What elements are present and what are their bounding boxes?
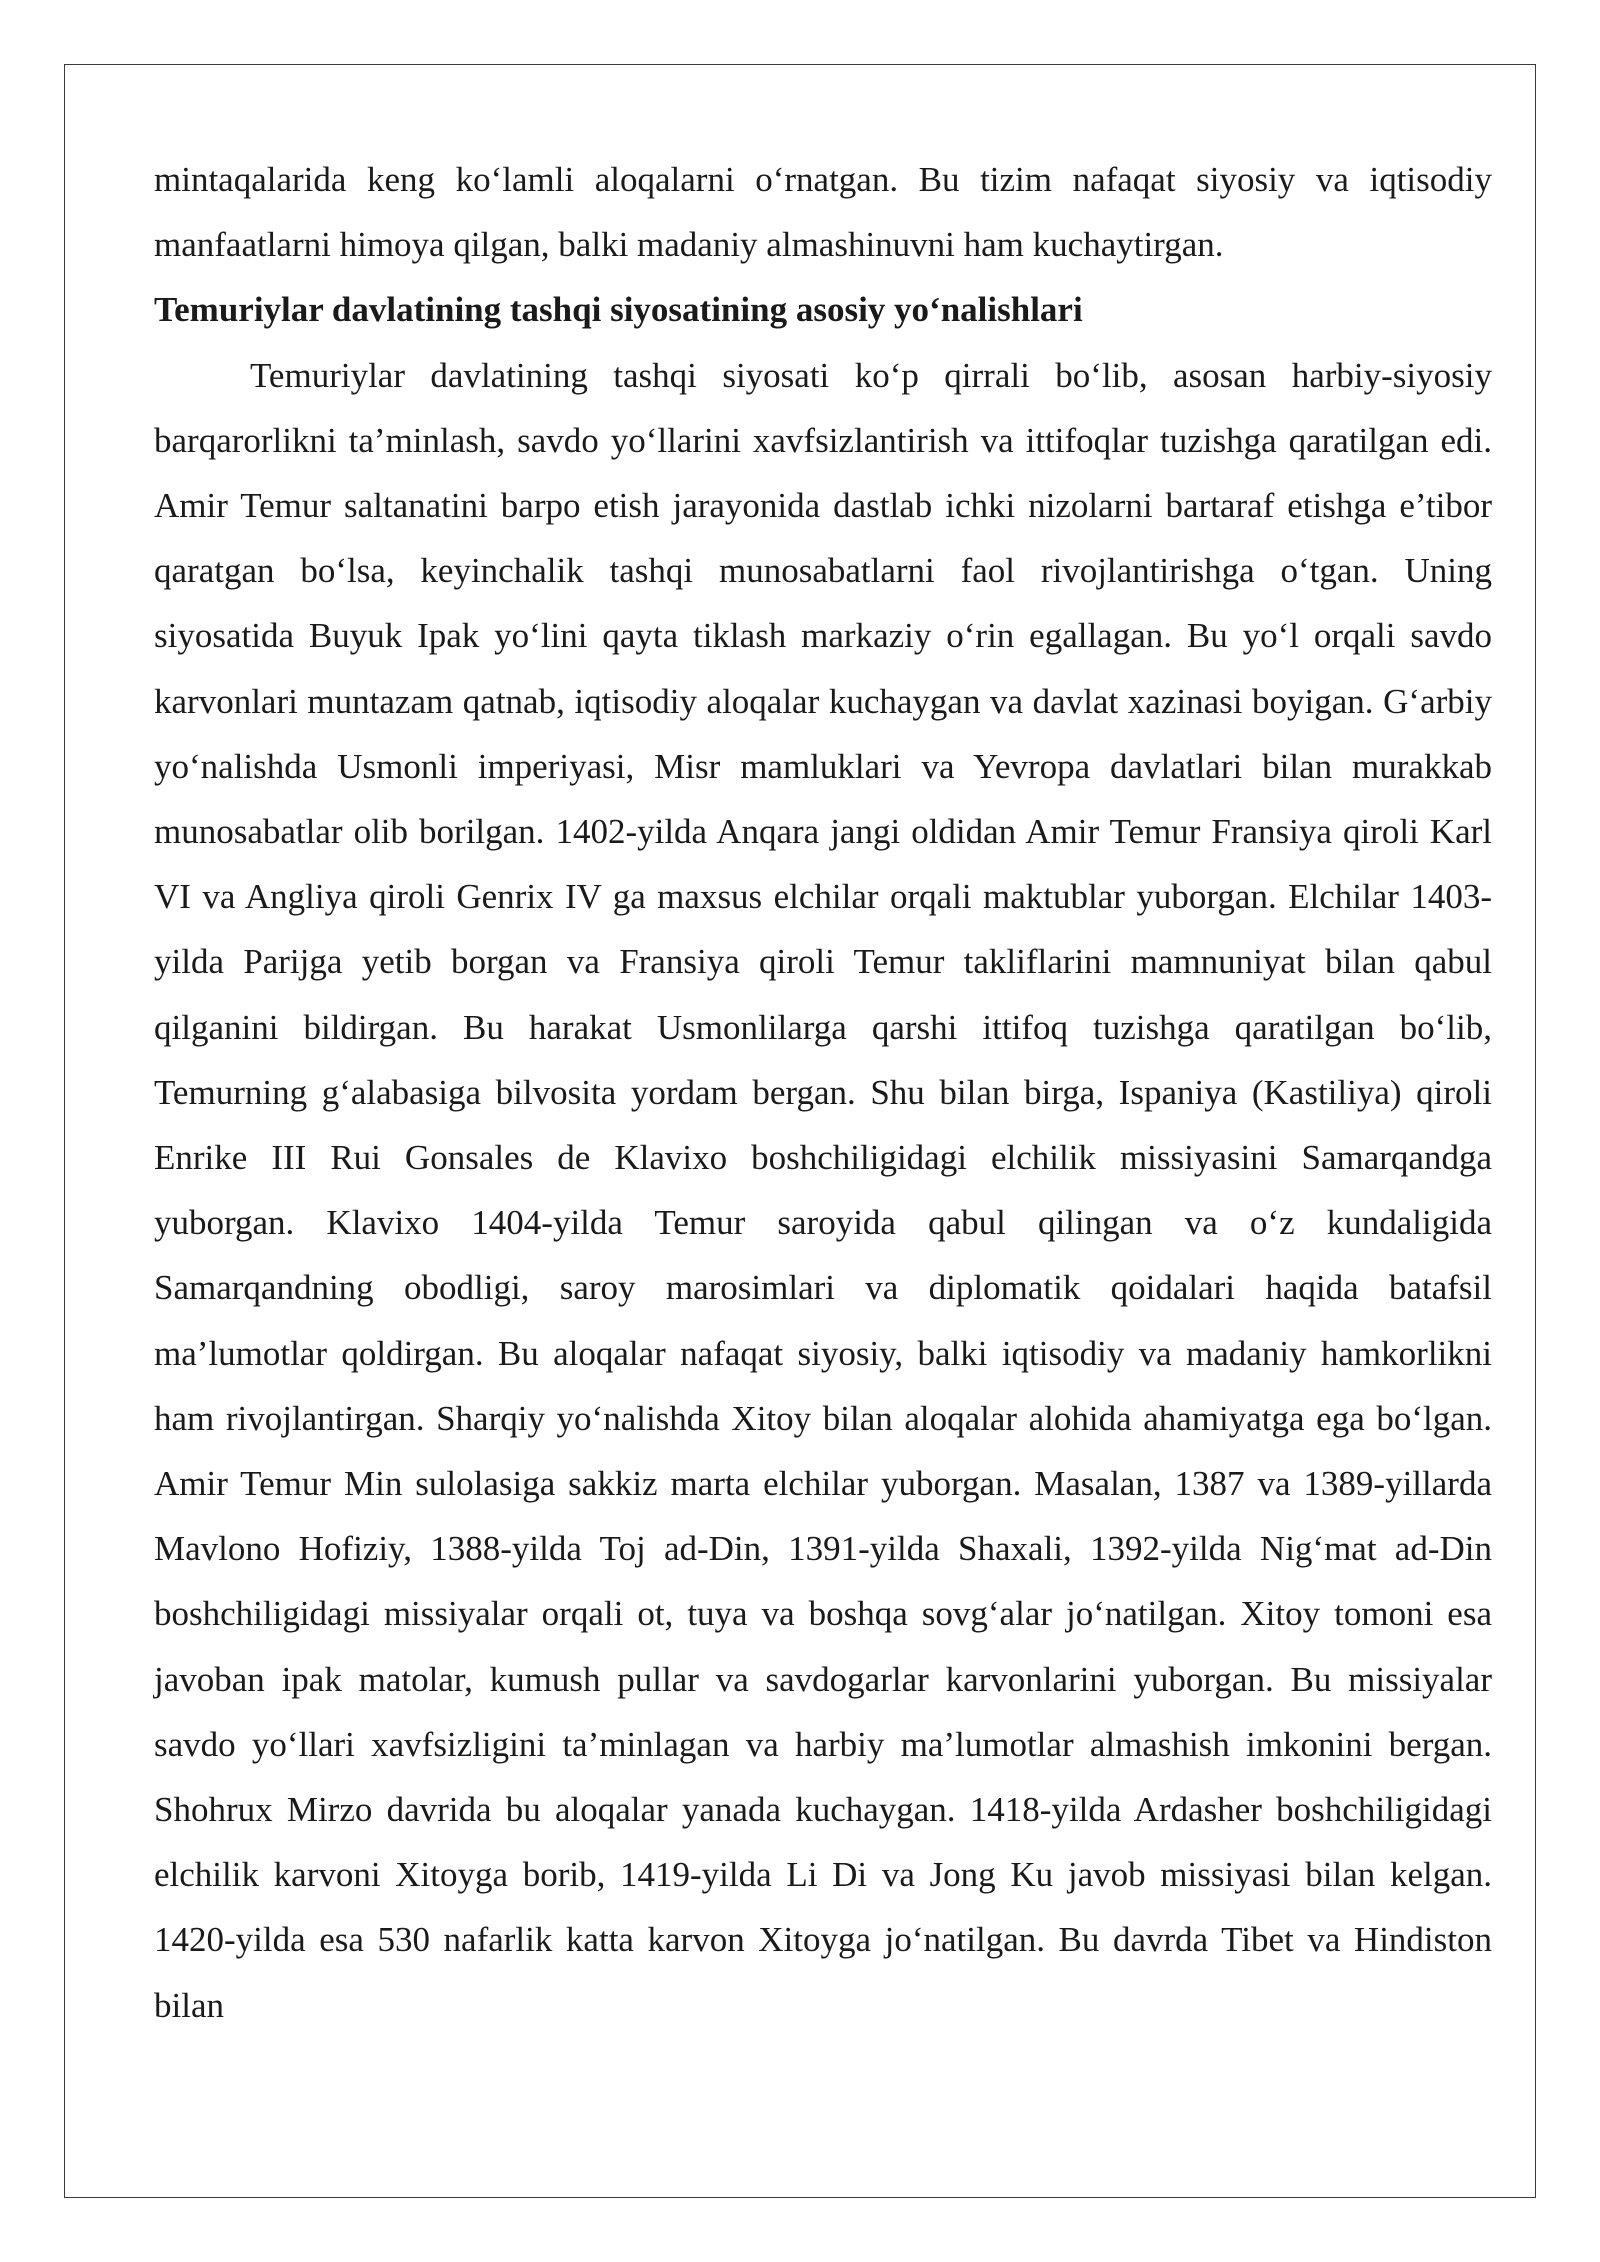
main-paragraph: Temuriylar davlatining tashqi siyosati koʻp qirrali boʻlib, asosan harbiy-siyosiy barqarorlikni ta’minlash, savdo yoʻllarini xavfsizlantirish va ittifoqlar tuzishga qaratilgan edi. Amir Temur saltanatini barpo etish jarayonida dastlab ichki nizolarni bartaraf etishga e’tibor qaratgan boʻlsa, keyinchalik tashqi munosabatlarni faol rivojlantirishga oʻtgan. Uning siyosatida Buyuk Ipak yoʻlini qayta tiklash markaziy oʻrin egallagan. Bu yoʻl orqali savdo karvonlari muntazam qatnab, iqtisodiy aloqalar kuchaygan va davlat xazinasi boyigan. Gʻarbiy yoʻnalishda Usmonli imperiyasi, Misr mamluklari va Yevropa davlatlari bilan murakkab munosabatlar olib borilgan. 1402-yilda Anqara jangi oldidan Amir Temur Fransiya qiroli Karl VI va Angliya qiroli Genrix IV ga maxsus elchilar orqali maktublar yuborgan. Elchilar 1403-yilda Parijga yetib borgan va Fransiya qiroli Temur takliflarini mamnuniyat bilan qabul qilganini bildirgan. Bu harakat Usmonlilarga qarshi ittifoq tuzishga qaratilgan boʻlib, Temurning gʻalabasiga bilvosita yordam bergan. Shu bilan birga, Ispaniya (Kastiliya) qiroli Enrike III Rui Gonsales de Klavixo boshchiligidagi elchilik missiyasini Samarqandga yuborgan. Klavixo 1404-yilda Temur saroyida qabul qilingan va oʻz kundaligida Samarqandning obodligi, saroy marosimlari va diplomatik qoidalari haqida batafsil ma’lumotlar qoldirgan. Bu aloqalar nafaqat siyosiy, balki iqtisodiy va madaniy hamkorlikni ham rivojlantirgan. Sharqiy yoʻnalishda Xitoy bilan aloqalar alohida ahamiyatga ega boʻlgan. Amir Temur Min sulolasiga sakkiz marta elchilar yuborgan. Masalan, 1387 va 1389-yillarda Mavlono Hofiziy, 1388-yilda Toj ad-Din, 1391-yilda Shaxali, 1392-yilda Nigʻmat ad-Din boshchiligidagi missiyalar orqali ot, tuya va boshqa sovgʻalar joʻnatilgan. Xitoy tomoni esa javoban ipak matolar, kumush pullar va savdogarlar karvonlarini yuborgan. Bu missiyalar savdo yoʻllari xavfsizligini ta’minlagan va harbiy ma’lumotlar almashish imkonini bergan. Shohrux Mirzo davrida bu aloqalar yanada kuchaygan. 1418-yilda Ardasher boshchiligidagi elchilik karvoni Xitoyga borib, 1419-yilda Li Di va Jong Ku javob missiyasi bilan kelgan. 1420-yilda esa 530 nafarlik katta karvon Xitoyga joʻnatilgan. Bu davrda Tibet va Hindiston bilan bbox=[154, 355, 1492, 2025]
document-body bbox=[154, 147, 1492, 2038]
section-heading: Temuriylar davlatining tashqi siyosatining asosiy yoʻnalishlari bbox=[154, 290, 1083, 330]
intro-paragraph: mintaqalarida keng koʻlamli aloqalarni oʻrnatgan. Bu tizim nafaqat siyosiy va iqtisodiy manfaatlarni himoya qilgan, balki madaniy almashinuvni ham kuchaytirgan. bbox=[154, 160, 1492, 265]
